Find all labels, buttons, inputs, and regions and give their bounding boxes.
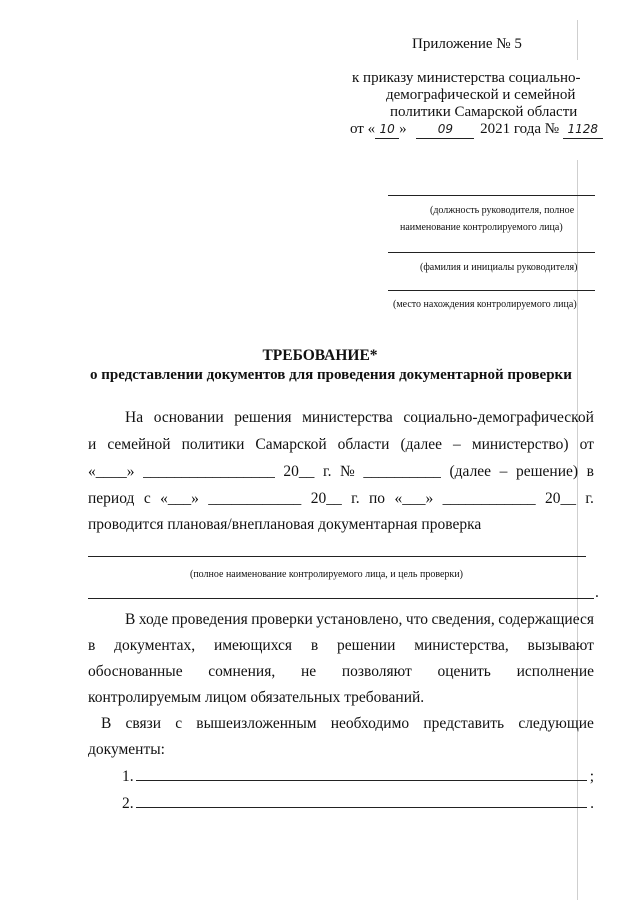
appendix-title: Приложение № 5 [412,36,522,52]
caption-name: (фамилия и инициалы руководителя) [420,262,578,273]
word: __________ [363,463,441,480]
paragraph3-line1 [101,715,594,733]
word: в [310,637,319,654]
word: что [405,611,429,628]
date-day-field [375,121,399,139]
word: 20__ [310,490,342,507]
word: связи [125,715,162,732]
word: с [175,715,183,732]
word: решение) [515,463,579,480]
word: министерство) [471,436,569,453]
list-item-number: 2. [122,795,134,812]
list-item-number: 1. [122,768,134,785]
word: сведения, [431,611,495,628]
paragraph2-line3 [88,663,594,681]
word: «___» [394,490,434,507]
scan-edge-line [577,20,578,60]
word: установлено, [316,611,403,628]
word: (далее [400,436,443,453]
date-month-field [416,121,474,139]
addressee-position-line [388,195,595,196]
word: по [368,490,386,507]
list-item-fill-line [136,794,588,808]
word: области [337,436,390,453]
word: ____________ [442,490,536,507]
word: «____» [88,463,135,480]
word: проведения [171,611,248,628]
word: не [300,663,317,680]
word: (далее [449,463,492,480]
word: Самарской [255,436,327,453]
word: в [586,463,594,480]
document-list-item-1 [122,767,594,786]
word: г. [585,490,594,507]
word: представить [423,715,505,732]
caption-entity-purpose: (полное наименование контролируемого лица, и цель проверки) [190,569,463,580]
list-item-end-mark: . [590,795,594,812]
word: обоснованные [88,663,183,680]
word: документах, [114,637,196,654]
paragraph1-line3 [88,463,594,481]
appendix-date-row [350,121,603,139]
word: г. [351,490,360,507]
paragraph3-line2: документы: [88,741,165,758]
document-title: ТРЕБОВАНИЕ* [262,347,378,364]
word: 20__ [283,463,315,480]
appendix-line-2: демографической и семейной [386,87,576,103]
word: № [340,463,355,480]
entity-line-end-mark: . [595,584,599,601]
list-item-end-mark: ; [589,768,594,785]
paragraph1-line4 [88,490,594,508]
caption-address: (место нахождения контролируемого лица) [393,299,577,310]
word: г. [322,463,332,480]
word: вызывают [527,637,594,654]
word: – [453,436,461,453]
paragraph2-line2 [88,637,594,655]
order-number-handwritten: 1128 [567,122,599,136]
date-month-handwritten: 09 [437,122,453,136]
inspected-entity-line-1 [88,556,586,557]
word: – [499,463,508,480]
word: необходимо [330,715,410,732]
word: ходе [138,611,169,628]
addressee-address-line [388,290,595,291]
date-mid: » [399,121,407,137]
word: политики [181,436,245,453]
word: проверки [251,611,313,628]
word: 20__ [545,490,576,507]
word: следующие [518,715,594,732]
word: «___» [160,490,199,507]
word: исполнение [516,663,594,680]
paragraph2-line1 [125,611,594,629]
list-item-fill-line [136,767,587,781]
appendix-line-3: политики Самарской области [390,104,578,120]
word: министерства [302,409,393,426]
word: В [125,611,136,628]
word: от [579,436,594,453]
inspected-entity-line-2 [88,598,594,599]
caption-position-1: (должность руководителя, полное [430,205,575,216]
document-subtitle: о представлении документов для проведения документарной проверки [90,367,572,383]
word: содержащиеся [498,611,594,628]
paragraph1-line2 [88,436,594,454]
word: оценить [437,663,491,680]
word: с [143,490,151,507]
word: сомнения, [208,663,276,680]
word: имеющихся [213,637,293,654]
word: министерства, [414,637,509,654]
word: _________________ [143,463,275,480]
word: В [101,715,112,732]
appendix-line-1: к приказу министерства социально- [352,70,581,86]
date-prefix: от « [350,121,376,137]
paragraph1-line5: проводится плановая/внеплановая документарная проверка [88,516,482,533]
word: период [88,490,135,507]
word: решении [337,637,396,654]
word: семейной [107,436,171,453]
paragraph2-line4: контролируемым лицом обязательных требований. [88,689,425,706]
word: основании [153,409,224,426]
addressee-name-line [388,252,595,253]
date-day-handwritten: 10 [379,122,395,136]
word: и [88,436,97,453]
order-number-field [563,121,603,139]
word: ____________ [208,490,302,507]
document-list-item-2 [122,794,594,813]
caption-position-2: наименование контролируемого лица) [400,222,563,233]
word: На [125,409,144,426]
paragraph1-line1 [125,409,594,427]
word: вышеизложенным [196,715,317,732]
word: социально-демографической [403,409,594,426]
word: в [88,637,96,654]
word: решения [234,409,292,426]
word: позволяют [341,663,412,680]
date-year: 2021 года № [480,121,560,137]
